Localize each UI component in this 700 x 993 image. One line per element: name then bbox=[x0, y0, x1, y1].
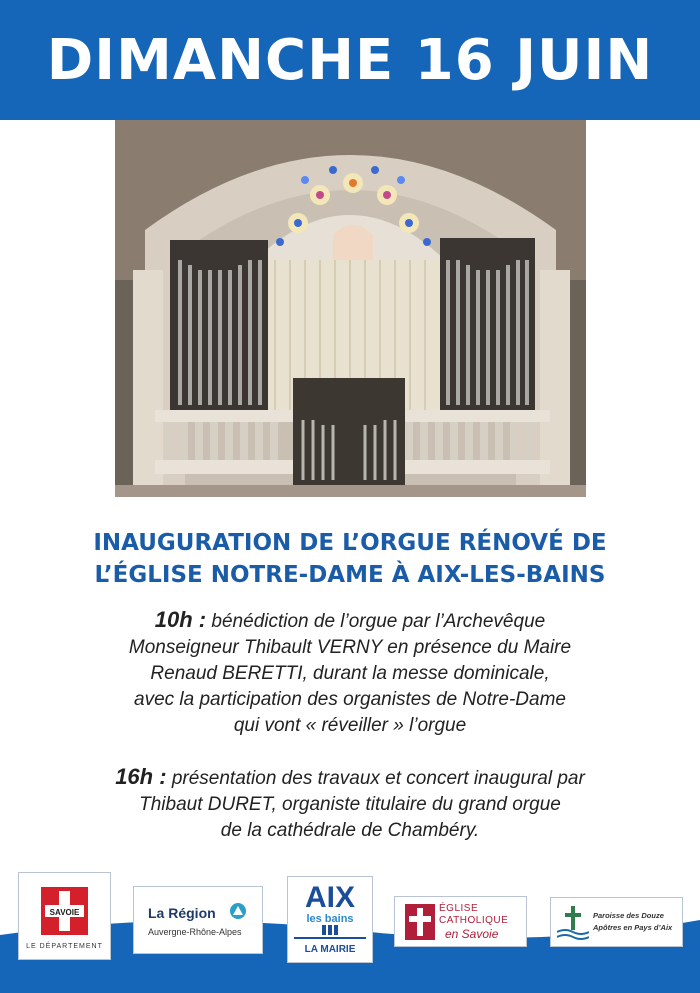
paroisse-cross-icon bbox=[557, 904, 589, 942]
program-line: Renaud BERETTI, durant la messe dominicale, bbox=[150, 663, 550, 684]
eglise-line-1: ÉGLISE bbox=[439, 903, 479, 914]
savoie-cross-icon bbox=[41, 887, 88, 935]
region-subtitle: Auvergne-Rhône-Alpes bbox=[148, 927, 242, 937]
program-line bbox=[20, 607, 680, 635]
paroisse-line-2: Apôtres en Pays d’Aix bbox=[593, 923, 673, 932]
eglise-catholique-logo bbox=[394, 896, 527, 947]
eglise-line-2: CATHOLIQUE bbox=[439, 915, 509, 926]
program-line: avec la participation des organistes de Notre-Dame bbox=[134, 689, 566, 710]
savoie-label: LE DÉPARTEMENT bbox=[26, 943, 103, 950]
aix-subtitle: LA MAIRIE bbox=[304, 944, 356, 955]
heading-line-2: L’ÉGLISE NOTRE-DAME À AIX-LES-BAINS bbox=[94, 562, 606, 588]
aix-wordmark bbox=[288, 879, 372, 941]
aix-name: AIX bbox=[304, 881, 356, 914]
program-time: 16h : bbox=[115, 764, 167, 789]
program-line: de la cathédrale de Chambéry. bbox=[220, 820, 480, 841]
paroisse-line-1: Paroisse des Douze bbox=[593, 911, 664, 920]
paroisse-logo bbox=[550, 897, 683, 947]
program-time: 10h : bbox=[154, 607, 207, 632]
program-line bbox=[20, 764, 680, 792]
heading-line-1: INAUGURATION DE L’ORGUE RÉNOVÉ DE bbox=[93, 530, 607, 556]
eglise-cross-icon bbox=[405, 904, 435, 940]
program-afternoon bbox=[20, 764, 680, 844]
aix-les-bains-logo bbox=[287, 876, 373, 963]
header-banner bbox=[0, 0, 700, 120]
event-heading bbox=[20, 527, 680, 591]
program-morning bbox=[20, 607, 680, 739]
program-line: Thibaut DURET, organiste titulaire du grand orgue bbox=[139, 794, 561, 815]
eglise-line-3: en Savoie bbox=[445, 927, 499, 941]
region-triangle-icon bbox=[230, 903, 246, 919]
savoie-departement-logo bbox=[18, 872, 111, 960]
program-line: Monseigneur Thibault VERNY en présence du Maire bbox=[128, 637, 572, 658]
aix-middle: les bains bbox=[306, 913, 354, 925]
organ-photo bbox=[115, 120, 586, 497]
region-logo bbox=[133, 886, 263, 954]
program-text: bénédiction de l’orgue par l’Archevêque bbox=[211, 611, 546, 632]
program-line: qui vont « réveiller » l’orgue bbox=[233, 715, 467, 736]
savoie-name: SAVOIE bbox=[49, 908, 80, 917]
event-date-title: DIMANCHE 16 JUIN bbox=[46, 27, 654, 93]
program-text: présentation des travaux et concert inaugural par bbox=[171, 768, 585, 789]
region-name: La Région bbox=[148, 905, 216, 921]
